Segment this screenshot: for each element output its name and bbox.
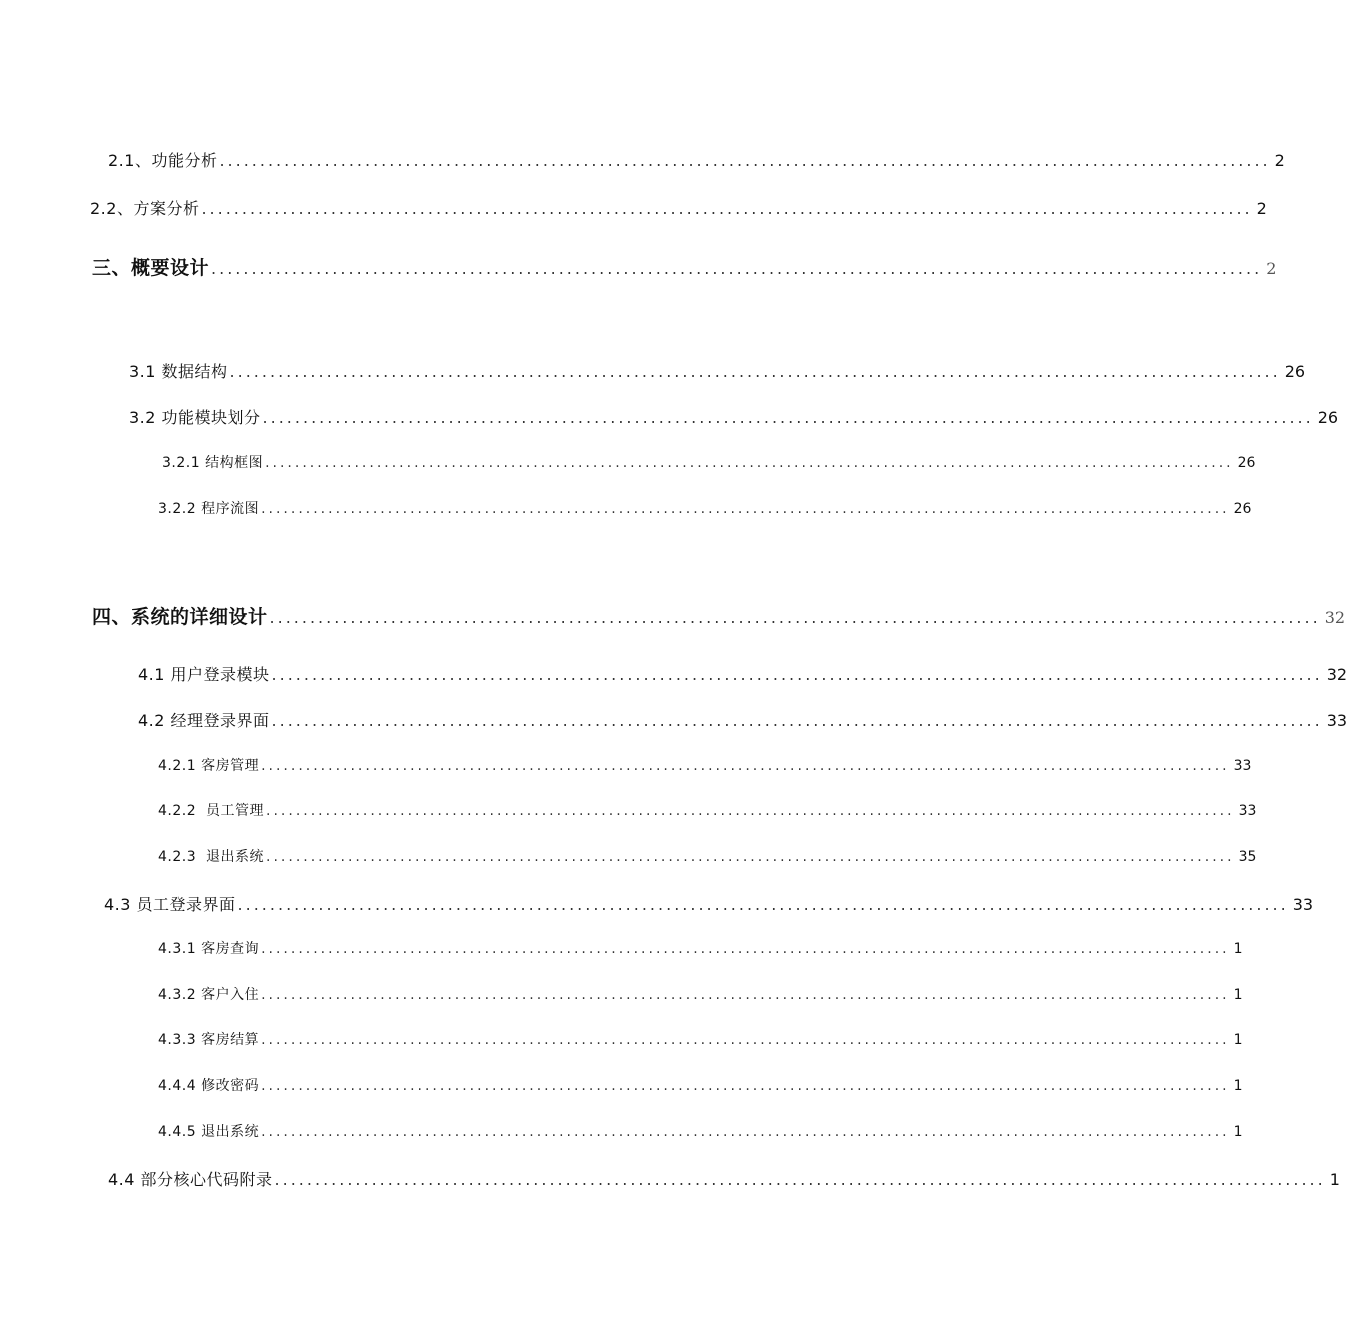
toc-entry [104,892,1314,915]
toc-entry-title: 4.2.3 退出系统 [158,849,265,865]
toc-entry-title: 4.3 员工登录界面 [104,895,236,914]
toc-dot-leader: .................................................................................................................................. [261,987,1230,1003]
toc-entry [162,452,1256,472]
toc-entry [158,1029,1243,1049]
toc-entry-title: 4.1 用户登录模块 [138,665,270,684]
toc-entry-page: 33 [1326,711,1347,730]
toc-entry-title: 3.2.1 结构框图 [162,455,264,471]
toc-entry [138,708,1347,731]
toc-entry [92,602,1346,629]
toc-entry-title: 4.3.1 客房查询 [158,941,260,957]
toc-entry [158,984,1243,1004]
toc-dot-leader: .................................................................................................................................. [211,259,1263,278]
toc-dot-leader: .................................................................................................................................. [271,711,1323,730]
toc-dot-leader: .................................................................................................................................. [266,849,1235,865]
toc-dot-leader: .................................................................................................................................. [271,665,1323,684]
toc-entry-page: 26 [1237,455,1256,471]
toc-dot-leader: .................................................................................................................................. [201,199,1253,218]
toc-entry-title: 4.2.2 员工管理 [158,803,265,819]
toc-entry-title: 三、概要设计 [92,257,210,279]
toc-entry [158,800,1257,820]
toc-entry [158,1075,1243,1095]
toc-entry-title: 2.2、方案分析 [90,199,200,218]
toc-entry [158,1121,1243,1141]
toc-entry-page: 2 [1256,199,1267,218]
toc-entry-page: 1 [1233,987,1243,1003]
toc-entry-page: 33 [1238,803,1257,819]
toc-entry [92,253,1277,280]
toc-entry-title: 四、系统的详细设计 [92,606,268,628]
toc-entry-page: 33 [1292,895,1314,914]
toc-entry-title: 4.4.4 修改密码 [158,1078,260,1094]
toc-entry [158,846,1257,866]
toc-entry-title: 4.3.3 客房结算 [158,1032,260,1048]
toc-entry-page: 2 [1274,151,1285,170]
toc-dot-leader: .................................................................................................................................. [262,408,1314,427]
toc-entry [158,755,1252,775]
toc-dot-leader: .................................................................................................................................. [265,455,1234,471]
toc-entry-page: 26 [1317,408,1339,427]
toc-dot-leader: .................................................................................................................................. [237,895,1289,914]
toc-dot-leader: .................................................................................................................................. [266,803,1235,819]
toc-entry-title: 3.1 数据结构 [129,362,228,381]
toc-entry-page: 35 [1238,849,1257,865]
toc-dot-leader: .................................................................................................................................. [269,608,1321,627]
toc-entry [90,196,1267,219]
toc-entry [158,938,1243,958]
toc-entry [108,1167,1340,1190]
toc-entry-title: 3.2 功能模块划分 [129,408,261,427]
toc-entry-title: 4.4.5 退出系统 [158,1124,260,1140]
toc-entry [108,148,1285,171]
toc-entry [129,359,1306,382]
toc-dot-leader: .................................................................................................................................. [219,151,1271,170]
toc-entry-title: 4.3.2 客户入住 [158,987,260,1003]
toc-entry-page: 1 [1233,1032,1243,1048]
toc-entry-title: 3.2.2 程序流图 [158,501,260,517]
toc-entry-page: 2 [1266,259,1277,278]
toc-entry-page: 26 [1284,362,1306,381]
toc-entry [158,498,1252,518]
toc-entry-page: 26 [1233,501,1252,517]
toc-entry-page: 1 [1233,1078,1243,1094]
toc-dot-leader: .................................................................................................................................. [261,758,1230,774]
toc-entry-page: 1 [1233,1124,1243,1140]
toc-entry-title: 4.2.1 客房管理 [158,758,260,774]
toc-entry-title: 2.1、功能分析 [108,151,218,170]
toc-entry-page: 1 [1329,1170,1340,1189]
toc-entry [138,662,1347,685]
toc-entry [129,405,1339,428]
toc-dot-leader: .................................................................................................................................. [274,1170,1326,1189]
toc-dot-leader: .................................................................................................................................. [261,1078,1230,1094]
toc-dot-leader: .................................................................................................................................. [261,1124,1230,1140]
toc-entry-page: 32 [1326,665,1347,684]
toc-entry-title: 4.4 部分核心代码附录 [108,1170,273,1189]
toc-entry-page: 33 [1233,758,1252,774]
toc-dot-leader: .................................................................................................................................. [261,1032,1230,1048]
toc-dot-leader: .................................................................................................................................. [261,941,1230,957]
toc-entry-page: 32 [1324,608,1346,627]
toc-dot-leader: .................................................................................................................................. [229,362,1281,381]
toc-entry-title: 4.2 经理登录界面 [138,711,270,730]
toc-entry-page: 1 [1233,941,1243,957]
toc-dot-leader: .................................................................................................................................. [261,501,1230,517]
